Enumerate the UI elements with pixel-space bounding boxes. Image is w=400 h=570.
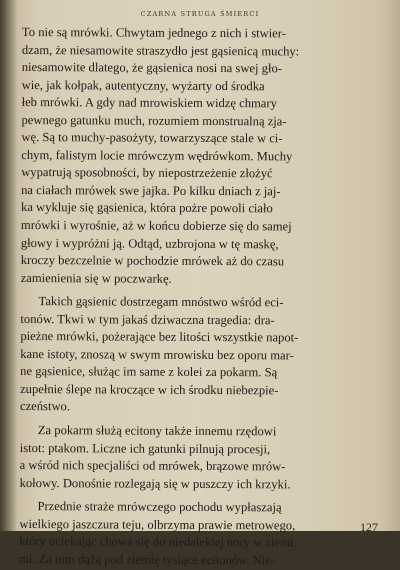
paragraph-3 — [20, 422, 390, 494]
text-line: który uciekając chowa się do niedalekiej nory w ziemi. — [19, 534, 297, 550]
text-line: istot: ptakom. Liczne ich gatunki pilnują procesji, — [19, 440, 271, 456]
text-line: zamienienia się w poczwarkę. — [20, 270, 172, 286]
text-line: wypatrują sposobności, by niepostrzeżenie złożyć — [21, 165, 273, 181]
text-line: kołowy. Donośnie rozlegają się w puszczy ich krzyki. — [19, 475, 291, 492]
text-line: wielkiego jaszczura teju, olbrzyma prawie metrowego, — [19, 516, 296, 533]
text-line: zupełnie ślepe na kroczące w ich środku niebezpie- — [20, 381, 279, 398]
text-line: ne gąsienice, służąc im same z kolei za pokarm. Są — [20, 364, 278, 380]
text-line: wę. Są to muchy-pasożyty, towarzyszące stale w ci- — [21, 130, 283, 146]
text-line: wie, jak kołpak, autentyczny, wyżarty od środka — [21, 77, 265, 93]
text-line: chym, falistym locie mrówczym wędrówkom. Muchy — [21, 147, 293, 164]
text-line: mrówki i wyrośnie, aż w końcu dobierze się do samej — [20, 218, 292, 234]
text-line: mi. Za nim dążą pod ziemię tysiące ecitonów. Nie- — [19, 551, 276, 568]
text-line: czeństwo. — [19, 399, 71, 414]
text-line: a wśród nich specjaliści od mrówek, brązowe mrów- — [19, 458, 286, 474]
text-line: pewnego gatunku much, rozumiem monstrualną zja- — [21, 112, 287, 129]
body-text — [19, 24, 392, 570]
page-number: 127 — [360, 520, 378, 534]
text-line: Przednie straże mrówczego pochodu wypłaszają — [37, 499, 282, 515]
text-line: łeb mrówki. A gdy nad mrowiskiem widzę chmary — [21, 95, 277, 111]
text-line: Za pokarm służą ecitony także innemu rzędowi — [37, 423, 277, 439]
text-line: dzam, że niesamowite straszydło jest gąsienicą muchy: — [21, 42, 300, 58]
page-gutter-shadow — [0, 0, 18, 531]
text-line: głowy i wypróżni ją. Odtąd, uzbrojona w tę maskę, — [20, 235, 279, 251]
text-line: niesamowite dlatego, że gąsienica nosi na swej gło- — [21, 60, 283, 76]
text-line: ka wykluje się gąsienica, która pożre powoli ciało — [21, 200, 273, 216]
text-line: Takich gąsienic dostrzegam mnóstwo wśród eci- — [38, 294, 284, 310]
paragraph-2 — [20, 293, 391, 418]
text-line: tonów. Tkwi w tym jakaś dziwaczna tragedia: dra- — [20, 311, 275, 328]
text-line: To nie są mrówki. Chwytam jednego z nich i stwier- — [21, 24, 286, 41]
paragraph-4 — [19, 498, 389, 570]
text-line: na ciałach mrówek swe jajka. Po kilku dniach z jaj- — [21, 182, 281, 199]
paragraph-1 — [21, 24, 392, 289]
text-line: kroczy bezczelnie w pochodzie mrówek aż do czasu — [20, 253, 285, 269]
text-line: kane istoty, znoszą w swym mrowisku bez oporu mar- — [20, 346, 294, 363]
running-head: CZARNA STRUGA ŚMIERCI — [140, 10, 260, 18]
text-line: pieżne mrówki, pożerające bez litości wszystkie napot- — [20, 329, 299, 345]
